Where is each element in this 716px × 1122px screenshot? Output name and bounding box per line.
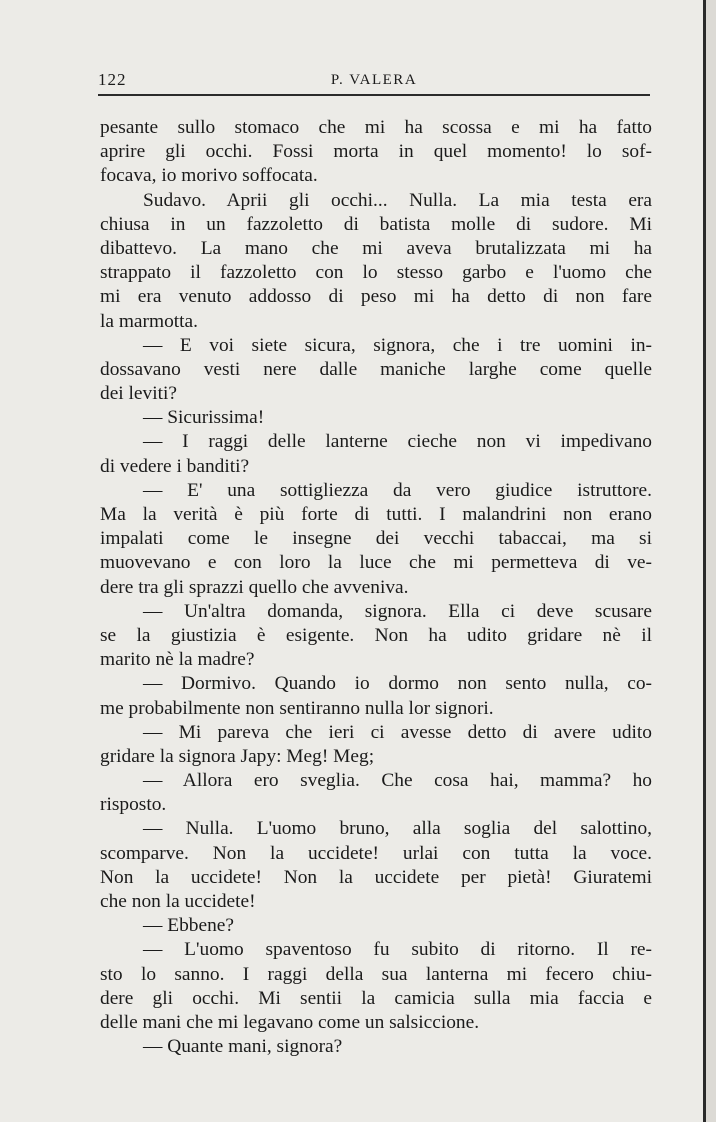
text-line: Non la uccidete! Non la uccidete per pietà! Giuratemi <box>100 866 652 888</box>
text-line: delle mani che mi legavano come un salsiccione. <box>100 1011 480 1033</box>
text-line: Ma la verità è più forte di tutti. I malandrini non erano <box>100 504 652 525</box>
text-line: di vedere i banditi? <box>100 455 250 477</box>
body-text <box>100 116 652 1059</box>
text-line: risposto. <box>100 794 167 816</box>
text-line: — Quante mani, signora? <box>143 1036 343 1058</box>
page-header <box>98 70 650 94</box>
text-line: chiusa in un fazzoletto di batista molle di sudore. Mi <box>100 213 652 235</box>
header-rule <box>98 94 650 96</box>
text-line: dere gli occhi. Mi sentii la camicia sulla mia faccia e <box>100 987 652 1009</box>
text-line: — I raggi delle lanterne cieche non vi impedivano <box>143 431 652 453</box>
text-line: gridare la signora Japy: Meg! Meg; <box>100 745 375 767</box>
text-line: muovevano e con loro la luce che mi permetteva di ve- <box>100 552 652 574</box>
text-line: — E voi siete sicura, signora, che i tre uomini in- <box>143 334 652 356</box>
page-number: 122 <box>98 70 127 89</box>
text-line: dibattevo. La mano che mi aveva brutalizzata mi ha <box>100 237 652 259</box>
text-line: aprire gli occhi. Fossi morta in quel momento! lo sof- <box>100 141 652 163</box>
text-line: impalati come le insegne dei vecchi tabaccai, ma si <box>100 528 652 550</box>
text-line: sto lo sanno. I raggi della sua lanterna mi fecero chiu- <box>100 963 652 985</box>
text-line: dei leviti? <box>100 383 177 405</box>
text-line: — Dormivo. Quando io dormo non sento nulla, co- <box>143 673 652 695</box>
text-line: scomparve. Non la uccidete! urlai con tutta la voce. <box>100 842 652 864</box>
text-line: — Nulla. L'uomo bruno, alla soglia del salottino, <box>143 818 652 840</box>
text-line: — E' una sottigliezza da vero giudice istruttore. <box>143 479 652 501</box>
text-line: strappato il fazzoletto con lo stesso garbo e l'uomo che <box>100 262 652 284</box>
text-line: che non la uccidete! <box>100 891 256 912</box>
text-line: marito nè la madre? <box>100 649 255 671</box>
text-line: — Mi pareva che ieri ci avesse detto di avere udito <box>143 721 652 743</box>
text-line: pesante sullo stomaco che mi ha scossa e mi ha fatto <box>100 117 652 138</box>
text-line: — L'uomo spaventoso fu subito di ritorno. Il re- <box>143 939 652 961</box>
text-line: — Sicurissima! <box>143 407 265 429</box>
running-head: P. VALERA <box>330 72 418 88</box>
page-edge-shadow <box>706 0 716 1122</box>
text-line: me probabilmente non sentiranno nulla lor signori. <box>100 697 494 719</box>
text-line: focava, io morivo soffocata. <box>100 165 318 187</box>
text-line: dossavano vesti nere dalle maniche larghe come quelle <box>100 358 652 380</box>
text-line: — Un'altra domanda, signora. Ella ci deve scusare <box>143 600 652 622</box>
text-line: mi era venuto addosso di peso mi ha detto di non fare <box>100 286 652 308</box>
text-line: — Allora ero sveglia. Che cosa hai, mamma? ho <box>143 770 652 792</box>
text-line: Sudavo. Aprii gli occhi... Nulla. La mia testa era <box>143 189 652 211</box>
text-line: se la giustizia è esigente. Non ha udito gridare nè il <box>100 624 652 646</box>
text-line: dere tra gli sprazzi quello che avveniva. <box>100 576 409 598</box>
page-edge-line <box>703 0 706 1122</box>
text-line: la marmotta. <box>100 310 198 332</box>
text-line: — Ebbene? <box>143 915 234 937</box>
